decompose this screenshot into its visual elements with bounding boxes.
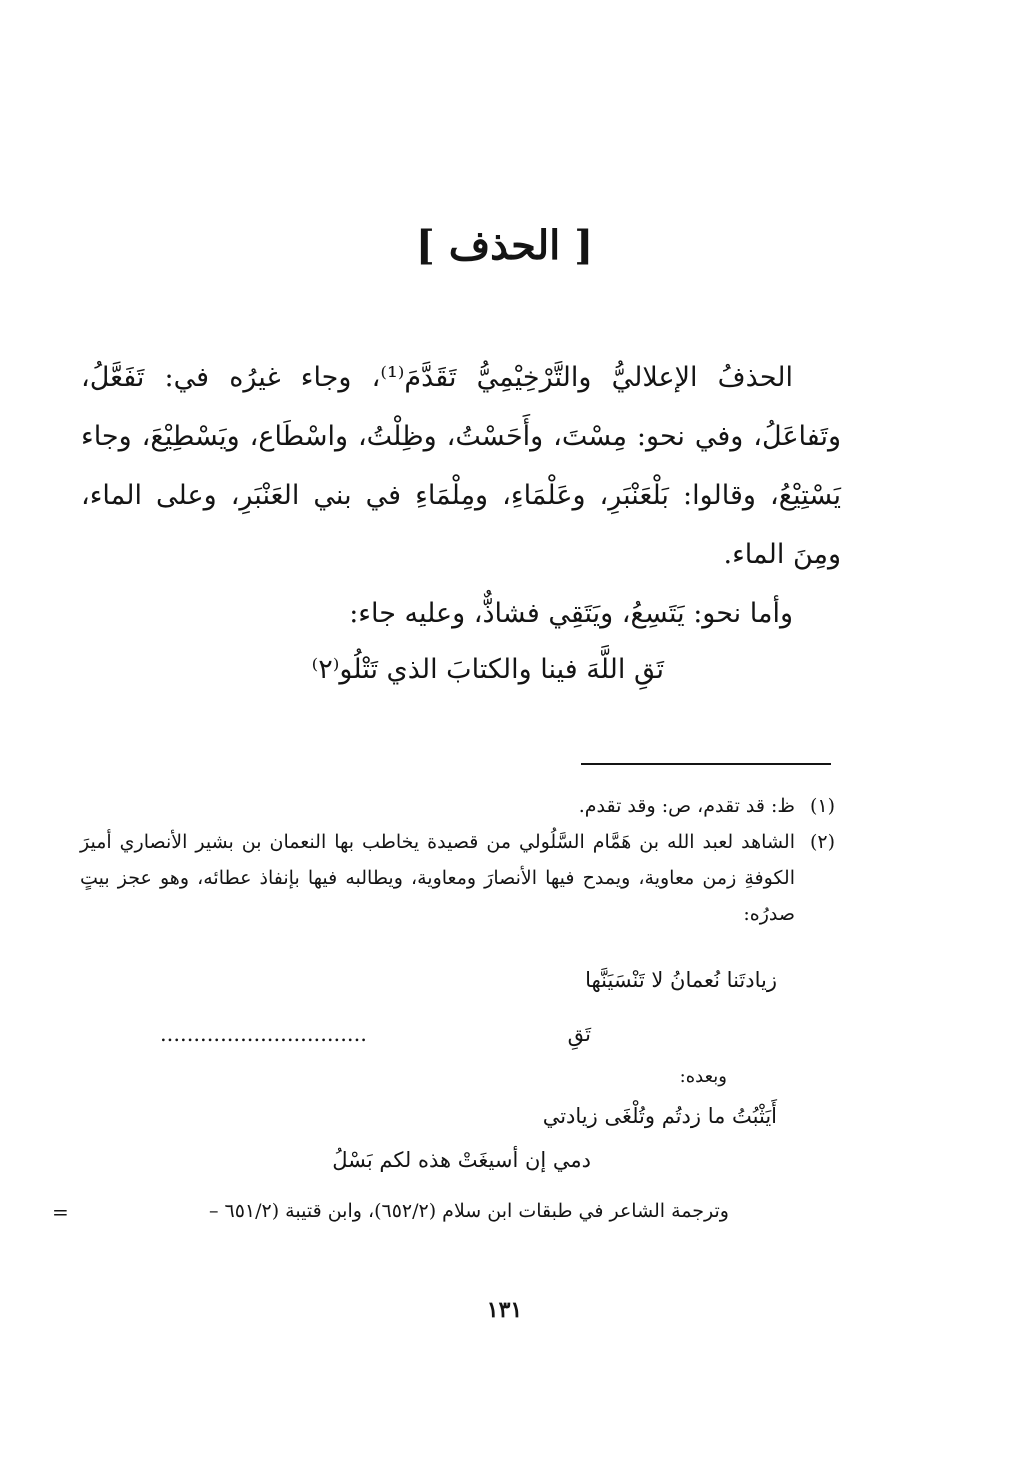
footnote-1-text: ظ: قد تقدم، ص: وقد تقدم.: [578, 795, 795, 817]
footnote-continuation: وترجمة الشاعر في طبقات ابن سلام (٦٥٢/٢)، وابن قتيبة (٦٥١/٢ –: [208, 1200, 729, 1222]
paragraph-2: وأما نحو: يَتَسِعُ، ويَتَقِي فشاذٌّ، وعليه جاء:: [349, 598, 793, 629]
footnote-2-text: الشاهد لعبد الله بن هَمَّام السَّلُولي من قصيدة يخاطب بها النعمان بن بشير الأنصاري أميرَ الكوفةِ زمن معاوية، ويمدح فيها الأنصارَ ومعاوية، ويطالبه فيها بإنفاذ عطائه، وهو عجز بيتٍ صدرُه:: [80, 831, 795, 925]
footnote-verse-2: أَيَثْبُتُ ما زدتُم وتُلْغَى زيادتي: [542, 1104, 777, 1128]
footnote-1-number: (١): [809, 795, 835, 817]
page-number: ١٣١: [486, 1297, 523, 1323]
verse-line: تَقِ اللَّهَ فينا والكتابَ الذي تَتْلُو⁽٢⁾: [311, 654, 664, 685]
footnote-2-number: (٢): [809, 831, 835, 853]
footnote-separator: [581, 763, 831, 765]
footnote-after-label: وبعده:: [679, 1066, 727, 1087]
footnote-2: [80, 824, 835, 932]
footnote-ellipsis: ...............................: [160, 1022, 367, 1046]
continuation-mark: =: [52, 1200, 69, 1224]
main-text: [81, 348, 841, 643]
footnotes: [80, 788, 835, 932]
footnote-verse-1: زيادتَنا نُعمانُ لا تَنْسَيَنَّها: [585, 968, 777, 992]
footnote-verse-3: دمي إن أسيغَتْ هذه لكم بَسْلُ: [332, 1148, 591, 1172]
section-title: [ الحذف ]: [415, 222, 594, 269]
footnote-1: [80, 788, 835, 824]
paragraph-1: الحذفُ الإعلاليُّ والتَّرْخِيْمِيُّ تَقَدَّمَ⁽¹⁾، وجاء غيرُه في: تَفَعَّلُ، وتَفاعَلُ، وفي نحو: مِسْتَ، وأَحَسْتُ، وظِلْتُ، واسْطَاع، ويَسْطِيْعَ، وجاء يَسْتِيْعُ، وقالوا: بَلْعَنْبَرِ، وعَلْمَاءِ، ومِلْمَاءِ في بني العَنْبَرِ، وعلى الماء، ومِنَ الماء.: [81, 362, 841, 570]
footnote-verse-1-end: تَقِ: [567, 1022, 591, 1046]
